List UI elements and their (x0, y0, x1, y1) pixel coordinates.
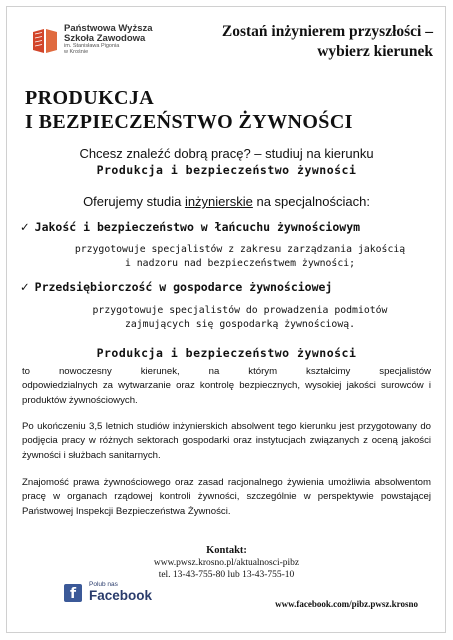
specialization-1-description (40, 243, 440, 271)
check-icon: ✓ (20, 220, 30, 234)
intro-text: Chcesz znaleźć dobrą pracę? – studiuj na kierunku (79, 146, 374, 161)
logo-line-2: Szkoła Zawodowa (64, 32, 146, 44)
title-line-2: I BEZPIECZEŃSTWO ŻYWNOŚCI (25, 111, 353, 133)
facebook-label (89, 582, 152, 602)
contact-url[interactable]: www.pwsz.krosno.pl/aktualnosci-pibz (153, 558, 300, 568)
page-title (25, 86, 353, 134)
offer-before: Oferujemy studia (83, 194, 185, 209)
offer-text (0, 194, 453, 209)
offer-after: na specjalnościach: (252, 194, 370, 209)
logo-line-4: w Krośnie (64, 48, 89, 55)
check-icon: ✓ (20, 280, 30, 294)
slogan (173, 22, 433, 62)
specialization-2-desc-line-1: przygotowuje specjalistów do prowadzenia podmiotów (92, 305, 388, 316)
specialization-2 (20, 280, 332, 294)
logo-text (64, 24, 153, 55)
university-logo-icon (30, 26, 60, 56)
paragraph-1-first-line: to nowoczesny kierunek, na którym kształcimy specjalistów (22, 366, 431, 377)
logo-line-1: Państwowa Wyższa (64, 23, 153, 34)
facebook-label-small: Polub nas (89, 581, 118, 588)
specialization-2-description (40, 304, 440, 332)
specialization-1-desc-line-2: i nadzoru nad bezpieczeństwem żywności; (124, 258, 356, 269)
specialization-2-desc-line-2: zajmujących się gospodarką żywnościową. (124, 319, 356, 330)
facebook-url[interactable]: www.facebook.com/pibz.pwsz.krosno (275, 599, 418, 609)
title-line-1: PRODUKCJA (25, 87, 155, 109)
slogan-line-1: Zostań inżynierem przyszłości – (221, 23, 433, 40)
paragraph-1-rest: odpowiedzialnych za wytwarzanie oraz kontrolę bezpiecznych, wysokiej jakości surowców i produktów żywnościowych. (22, 380, 431, 406)
facebook-label-big: Facebook (89, 587, 153, 603)
specialization-1-desc-line-1: przygotowuje specjalistów z zakresu zarządzania jakością (74, 244, 406, 255)
paragraph-1 (22, 365, 431, 408)
slogan-line-2: wybierz kierunek (317, 43, 433, 60)
contact-label: Kontakt: (206, 545, 247, 556)
paragraph-3: Znajomość prawa żywnościowego oraz zasad racjonalnego żywienia umożliwia absolwentom pracę w organach rządowej kontroli żywności, szczególnie w perspektywie powstającej Państwowej Inspekcji Bezpieczeństwa Żywności. (22, 477, 431, 517)
university-logo (30, 22, 170, 62)
section-title: Produkcja i bezpieczeństwo żywności (96, 346, 357, 360)
facebook-icon: f (64, 584, 82, 602)
specialization-1-name: Jakość i bezpieczeństwo w łańcuchu żywnościowym (34, 220, 361, 234)
program-name: Produkcja i bezpieczeństwo żywności (96, 163, 357, 177)
offer-underlined: inżynierskie (184, 194, 253, 209)
contact-phone: tel. 13-43-755-80 lub 13-43-755-10 (158, 570, 295, 580)
facebook-like-badge[interactable] (64, 581, 154, 610)
specialization-1 (20, 220, 360, 234)
paragraph-2: Po ukończeniu 3,5 letnich studiów inżynierskich absolwent tego kierunku jest przygotowany do podjęcia pracy w różnych sektorach gospodarki oraz instytucjach związanych z oceną jakości żywności i służbach sanitarnych. (22, 421, 431, 461)
specialization-2-name: Przedsiębiorczość w gospodarce żywnościowej (34, 280, 333, 294)
logo-line-3: im. Stanisława Pigonia (64, 42, 120, 49)
